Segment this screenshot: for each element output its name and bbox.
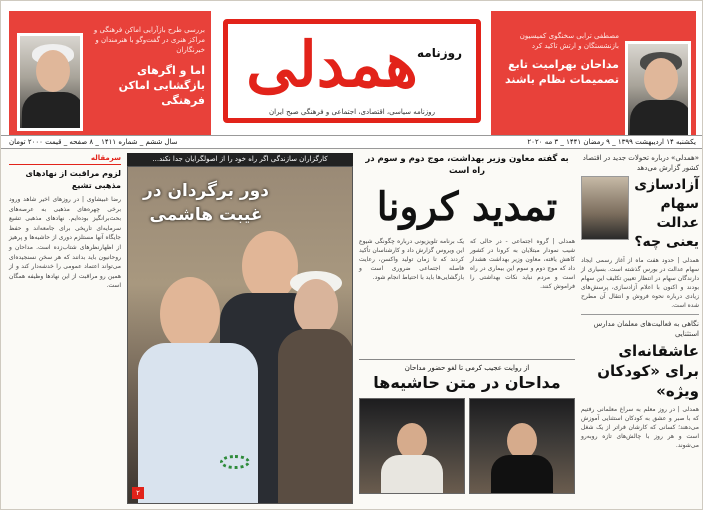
right-second-body: همدلی | در روز معلم به سراغ معلمانی رفتیم که با صبر و عشق به کودکان استثنایی آموزش می‌دهند؛ کسانی که کارشان فراتر از یک شغل است و هر روز با چالش‌های تازه روبه‌رو می‌شوند.	[581, 406, 699, 449]
right-teaser-headline-1: مداحان بهرامیت تابع	[508, 58, 619, 71]
main-photo-headline[interactable]: دور برگردان در غیبت هاشمی	[143, 181, 269, 225]
left-teaser-headline-1: اما و اگرهای	[136, 64, 205, 77]
right-teaser[interactable]	[497, 31, 619, 87]
main-photo-caption: کارگزاران سازندگی اگر راه خود را از اصولگرایان جدا نکند...	[127, 153, 353, 166]
left-teaser[interactable]	[89, 25, 205, 108]
teaser-portrait-right	[625, 41, 691, 139]
right-second-kicker: نگاهی به فعالیت‌های معلمان مدارس استثنایی	[593, 320, 699, 338]
teaser-portrait-left	[17, 33, 83, 131]
story-photo-left	[359, 398, 465, 494]
story-photo-right	[469, 398, 575, 494]
right-teaser-headline-2: تصمیمات نظام باشند	[504, 73, 619, 86]
issue-number-price: سال ششم _ شماره ۱۴۱۱ _ ۸ صفحه _ قیمت ۲۰۰۰ تومان	[9, 138, 178, 146]
center-column	[359, 153, 575, 505]
center-body-right: همدلی | گروه اجتماعی - در حالی که شیب نمودار مبتلایان به کرونا در کشور کاهش یافته، معاون وزیر بهداشت هشدار داد که موج دوم و سوم این بیماری در راه است و مردم نباید نکات بهداشتی را فراموش کنند.	[470, 238, 575, 290]
page-ref-number: ۲	[132, 487, 144, 499]
center-body-left: یک برنامه تلویزیونی درباره چگونگی شیوع این ویروس گزارش داد و کارشناسان تأکید کردند که تا زمان تولید واکسن، رعایت فاصله اجتماعی ضروری است و بازگشایی‌ها باید با احتیاط انجام شود.	[359, 238, 464, 281]
logo-prefix: روزنامه	[417, 46, 462, 60]
editorial-body: رضا غبیشاوی | در روزهای اخیر شاهد ورود برخی چهره‌های مذهبی به عرصه‌های بحث‌برانگیز بوده‌ایم. نهادهای مذهبی تشیع سرمایه‌ای تاریخی برای جامعه‌اند و حفظ جایگاه آنها مستلزم دوری از حاشیه‌ها و پرهیز از اظهارنظرهای شتاب‌زده است. مداحان و روحانیون باید بدانند که هر سخن نسنجیده‌ای می‌تواند اعتماد عمومی را خدشه‌دار کند و از همین رو مراقبت از این نهادها وظیفه همگان است.	[9, 196, 121, 290]
left-column	[9, 153, 121, 505]
right-body: همدلی | حدود هفت ماه از آغاز رسمی ایجاد سهام عدالت در بورس گذشته است. بسیاری از دارندگان سهام در انتظار تعیین تکلیف این سهام بودند و اکنون با اعلام آزادسازی، پرسش‌های زیادی درباره نحوه فروش و انتقال آن مطرح شده است.	[581, 257, 699, 309]
right-headline[interactable]: آزادسازی سهام عدالت یعنی چه؟	[634, 177, 699, 250]
right-divider	[581, 314, 699, 315]
center-subhead: به گفته معاون وزیر بهداشت، موج دوم و سوم در راه است	[365, 154, 569, 176]
story-headline: مداحان در متن حاشیه‌ها	[373, 373, 561, 392]
right-kicker: «همدلی» درباره تحولات جدید در اقتصاد کشور گزارش می‌دهد	[582, 154, 699, 172]
right-teaser-kicker: مصطفی ترابی سخنگوی کمیسیون بازنشستگان و ارتش تاکید کرد	[519, 32, 619, 50]
eulogists-story[interactable]	[359, 359, 575, 505]
story-kicker: از روایت عجیب کرمی تا لغو حضور مداحان	[404, 364, 530, 372]
story-photos	[359, 398, 575, 494]
right-column	[581, 153, 699, 505]
photo-person-left	[138, 277, 258, 504]
right-second-headline[interactable]: عاشقانه‌ای برای «کودکان ویژه»	[597, 342, 699, 400]
right-column-photo	[581, 176, 629, 240]
center-headline[interactable]: تمدید کرونا	[376, 184, 558, 230]
editorial-tag: سرمقاله	[9, 153, 121, 165]
masthead	[1, 1, 703, 135]
editorial-title[interactable]: لزوم مراقبت از نهادهای مذهبی تشیع	[25, 169, 121, 190]
date-info-bar	[1, 135, 703, 149]
left-teaser-headline-2: بازگشایی اماکن فرهنگی	[118, 79, 205, 107]
logo-word: همدلی	[246, 28, 418, 101]
prayer-beads	[220, 455, 250, 469]
center-body-columns	[359, 237, 575, 291]
left-teaser-kicker: بررسی طرح بازآرایی اماکن فرهنگی و مراکز هنری در گفت‌وگو با هنرمندان و خبرنگاران	[93, 26, 205, 54]
logo-tagline: روزنامه سیاسی، اقتصادی، اجتماعی و فرهنگی صبح ایران	[269, 108, 435, 116]
issue-date: یکشنبه ۱۴ اردیبهشت ۱۳۹۹ _ ۹ رمضان ۱۴۴۱ _ ۳ مه ۲۰۲۰	[527, 138, 696, 146]
photo-person-right	[278, 279, 353, 504]
newspaper-logo[interactable]	[223, 19, 481, 123]
